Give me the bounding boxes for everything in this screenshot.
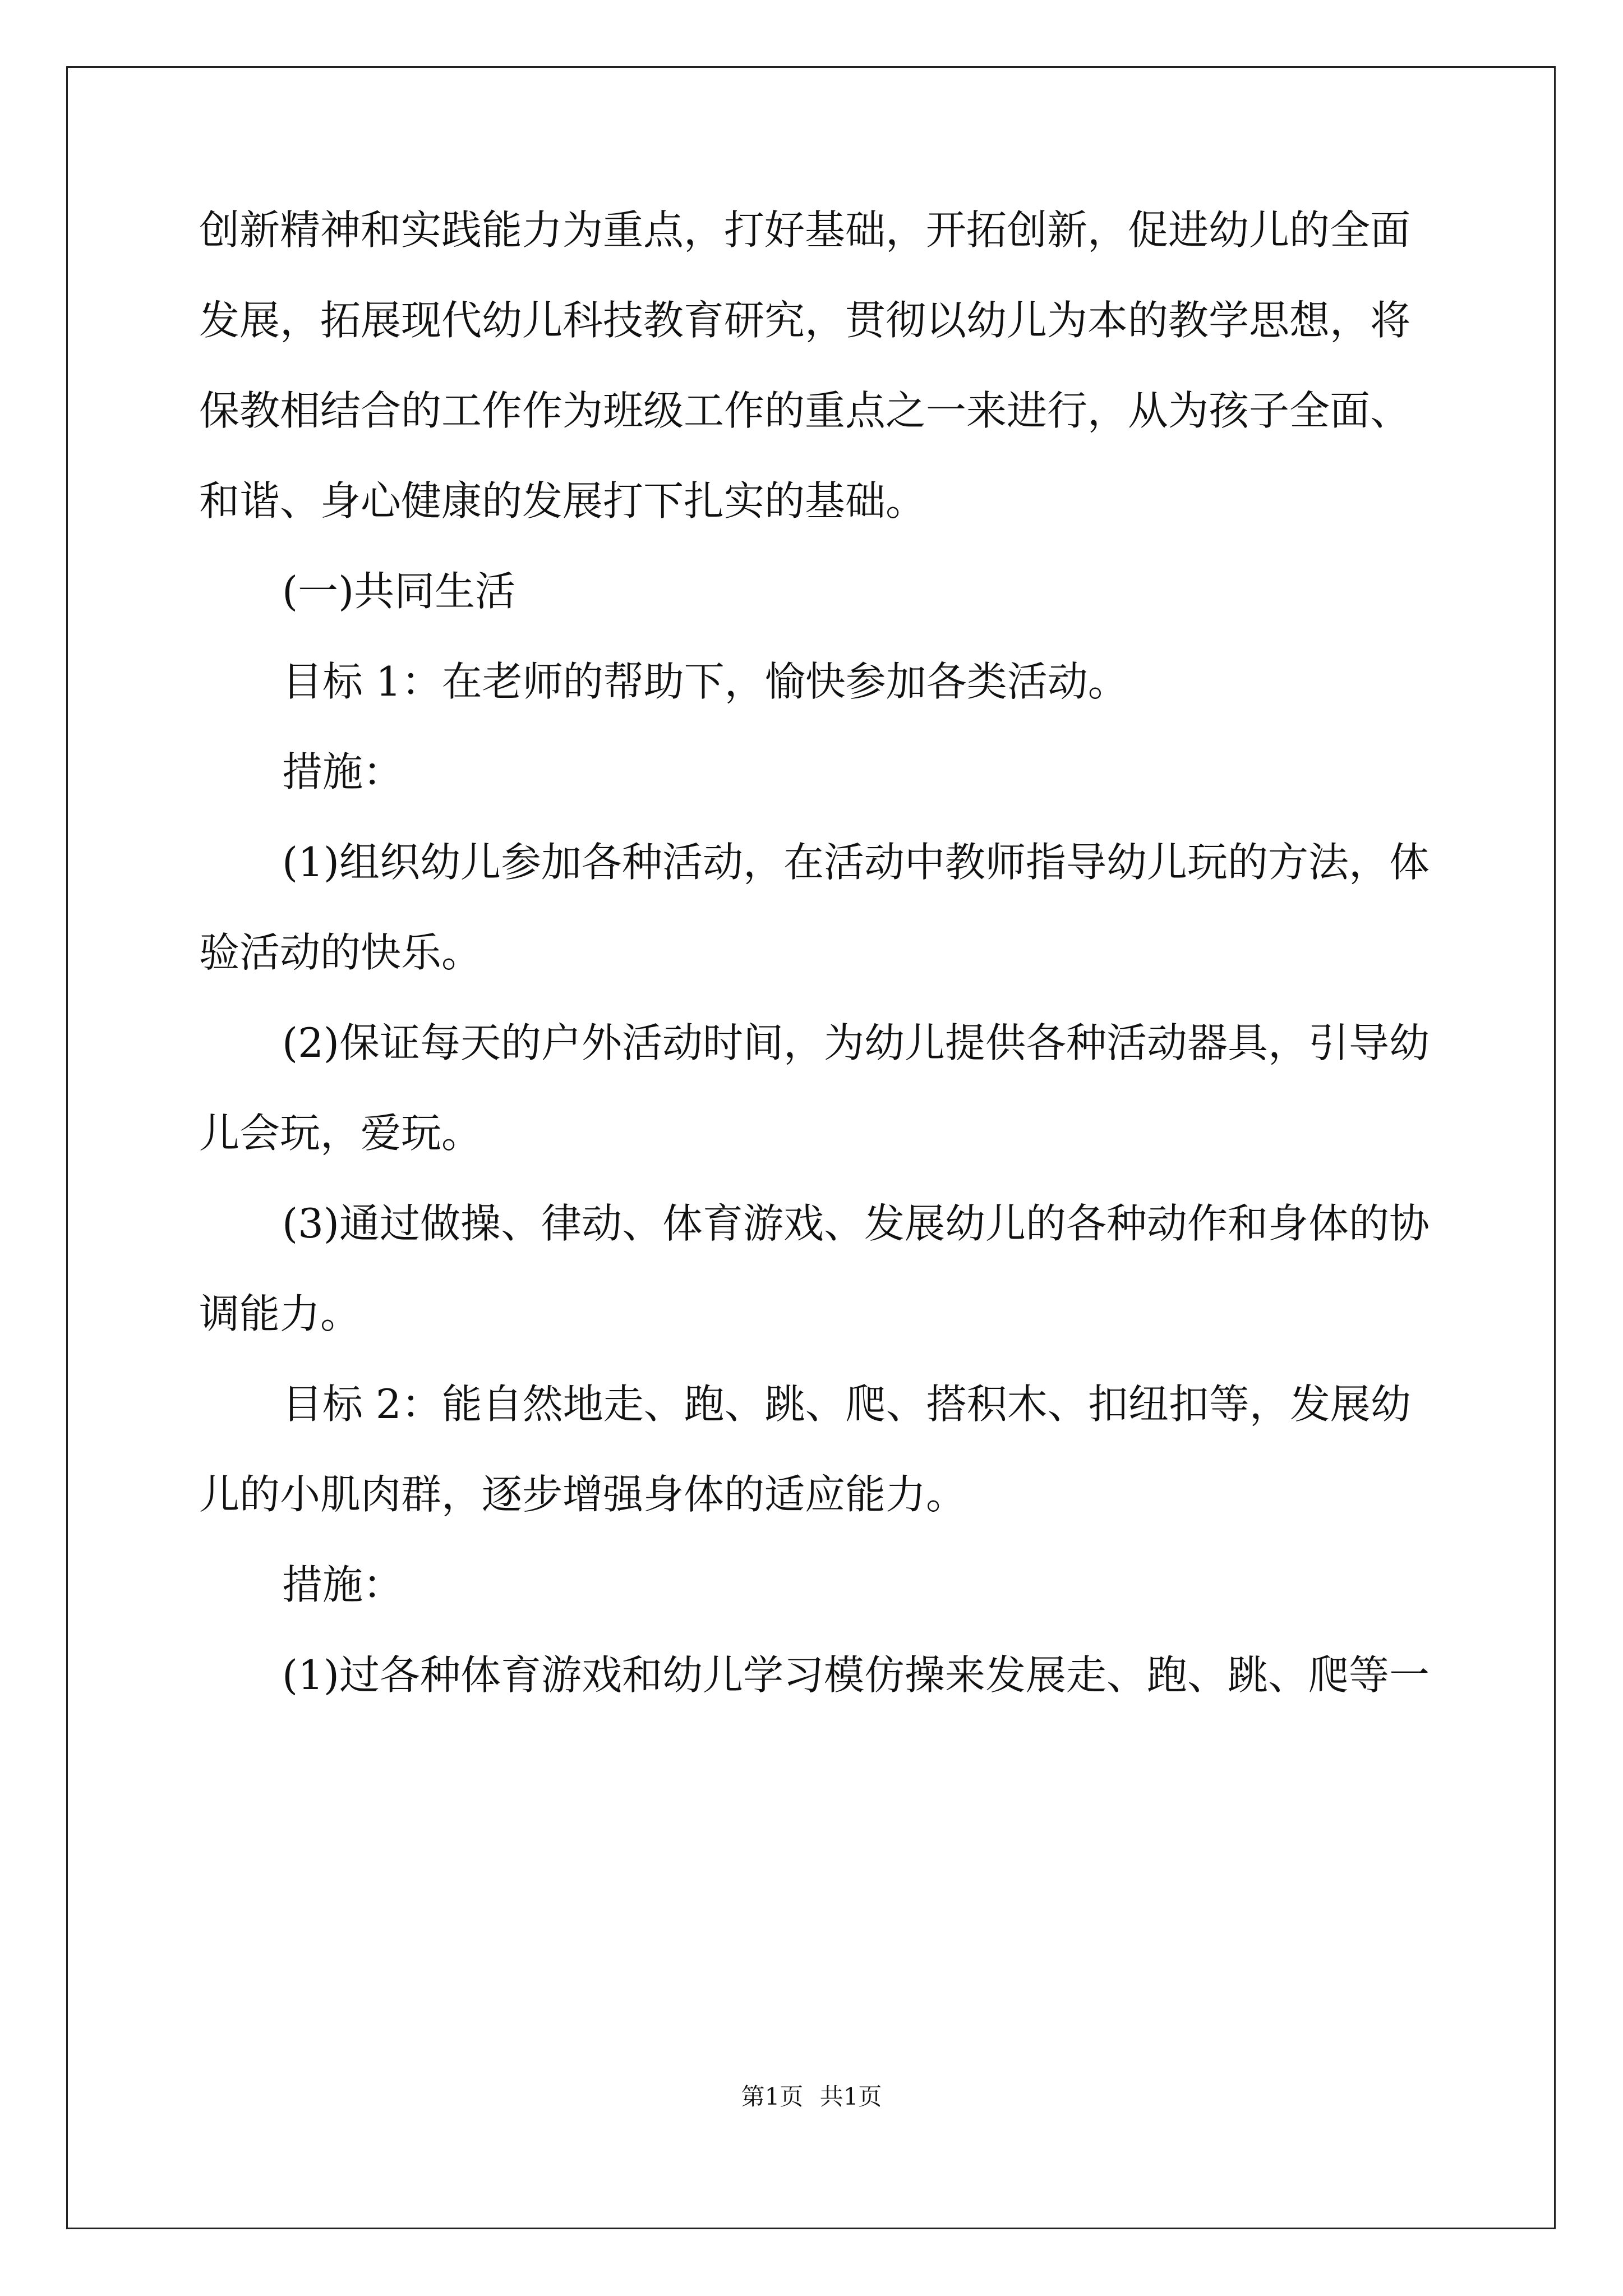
measure-1-line-1: (1)组织幼儿参加各种活动，在活动中教师指导幼儿玩的方法，体 bbox=[282, 839, 1430, 886]
measure-2-line-1: (2)保证每天的户外活动时间，为幼儿提供各种活动器具，引导幼 bbox=[282, 1019, 1430, 1066]
goal-1: 目标 1：在老师的帮助下，愉快参加各类活动。 bbox=[282, 658, 1128, 705]
measures-label-2: 措施： bbox=[282, 1561, 404, 1608]
measure-3-line-2: 调能力。 bbox=[199, 1290, 361, 1337]
page-number-current: 第1页 bbox=[741, 2083, 804, 2110]
paragraph-1-line-1: 创新精神和实践能力为重点，打好基础，开拓创新，促进幼儿的全面 bbox=[199, 206, 1411, 254]
paragraph-1-line-4: 和谐、身心健康的发展打下扎实的基础。 bbox=[199, 477, 926, 524]
measure-2-line-2: 儿会玩，爱玩。 bbox=[199, 1110, 482, 1157]
measure-3-line-1: (3)通过做操、律动、体育游戏、发展幼儿的各种动作和身体的协 bbox=[282, 1200, 1430, 1247]
goal-2-line-2: 儿的小肌肉群，逐步增强身体的适应能力。 bbox=[199, 1471, 967, 1518]
paragraph-1-line-2: 发展，拓展现代幼儿科技教育研究，贯彻以幼儿为本的教学思想，将 bbox=[199, 297, 1411, 344]
page-number-total: 共1页 bbox=[819, 2083, 882, 2110]
measure-4-line-1: (1)过各种体育游戏和幼儿学习模仿操来发展走、跑、跳、爬等一 bbox=[282, 1651, 1430, 1699]
measures-label-1: 措施： bbox=[282, 748, 404, 795]
goal-2-line-1: 目标 2：能自然地走、跑、跳、爬、搭积木、扣纽扣等，发展幼 bbox=[282, 1381, 1411, 1428]
section-heading: (一)共同生活 bbox=[282, 568, 516, 615]
paragraph-1-line-3: 保教相结合的工作作为班级工作的重点之一来进行，从为孩子全面、 bbox=[199, 387, 1411, 434]
measure-1-line-2: 验活动的快乐。 bbox=[199, 929, 482, 976]
page-footer bbox=[0, 2081, 1623, 2113]
